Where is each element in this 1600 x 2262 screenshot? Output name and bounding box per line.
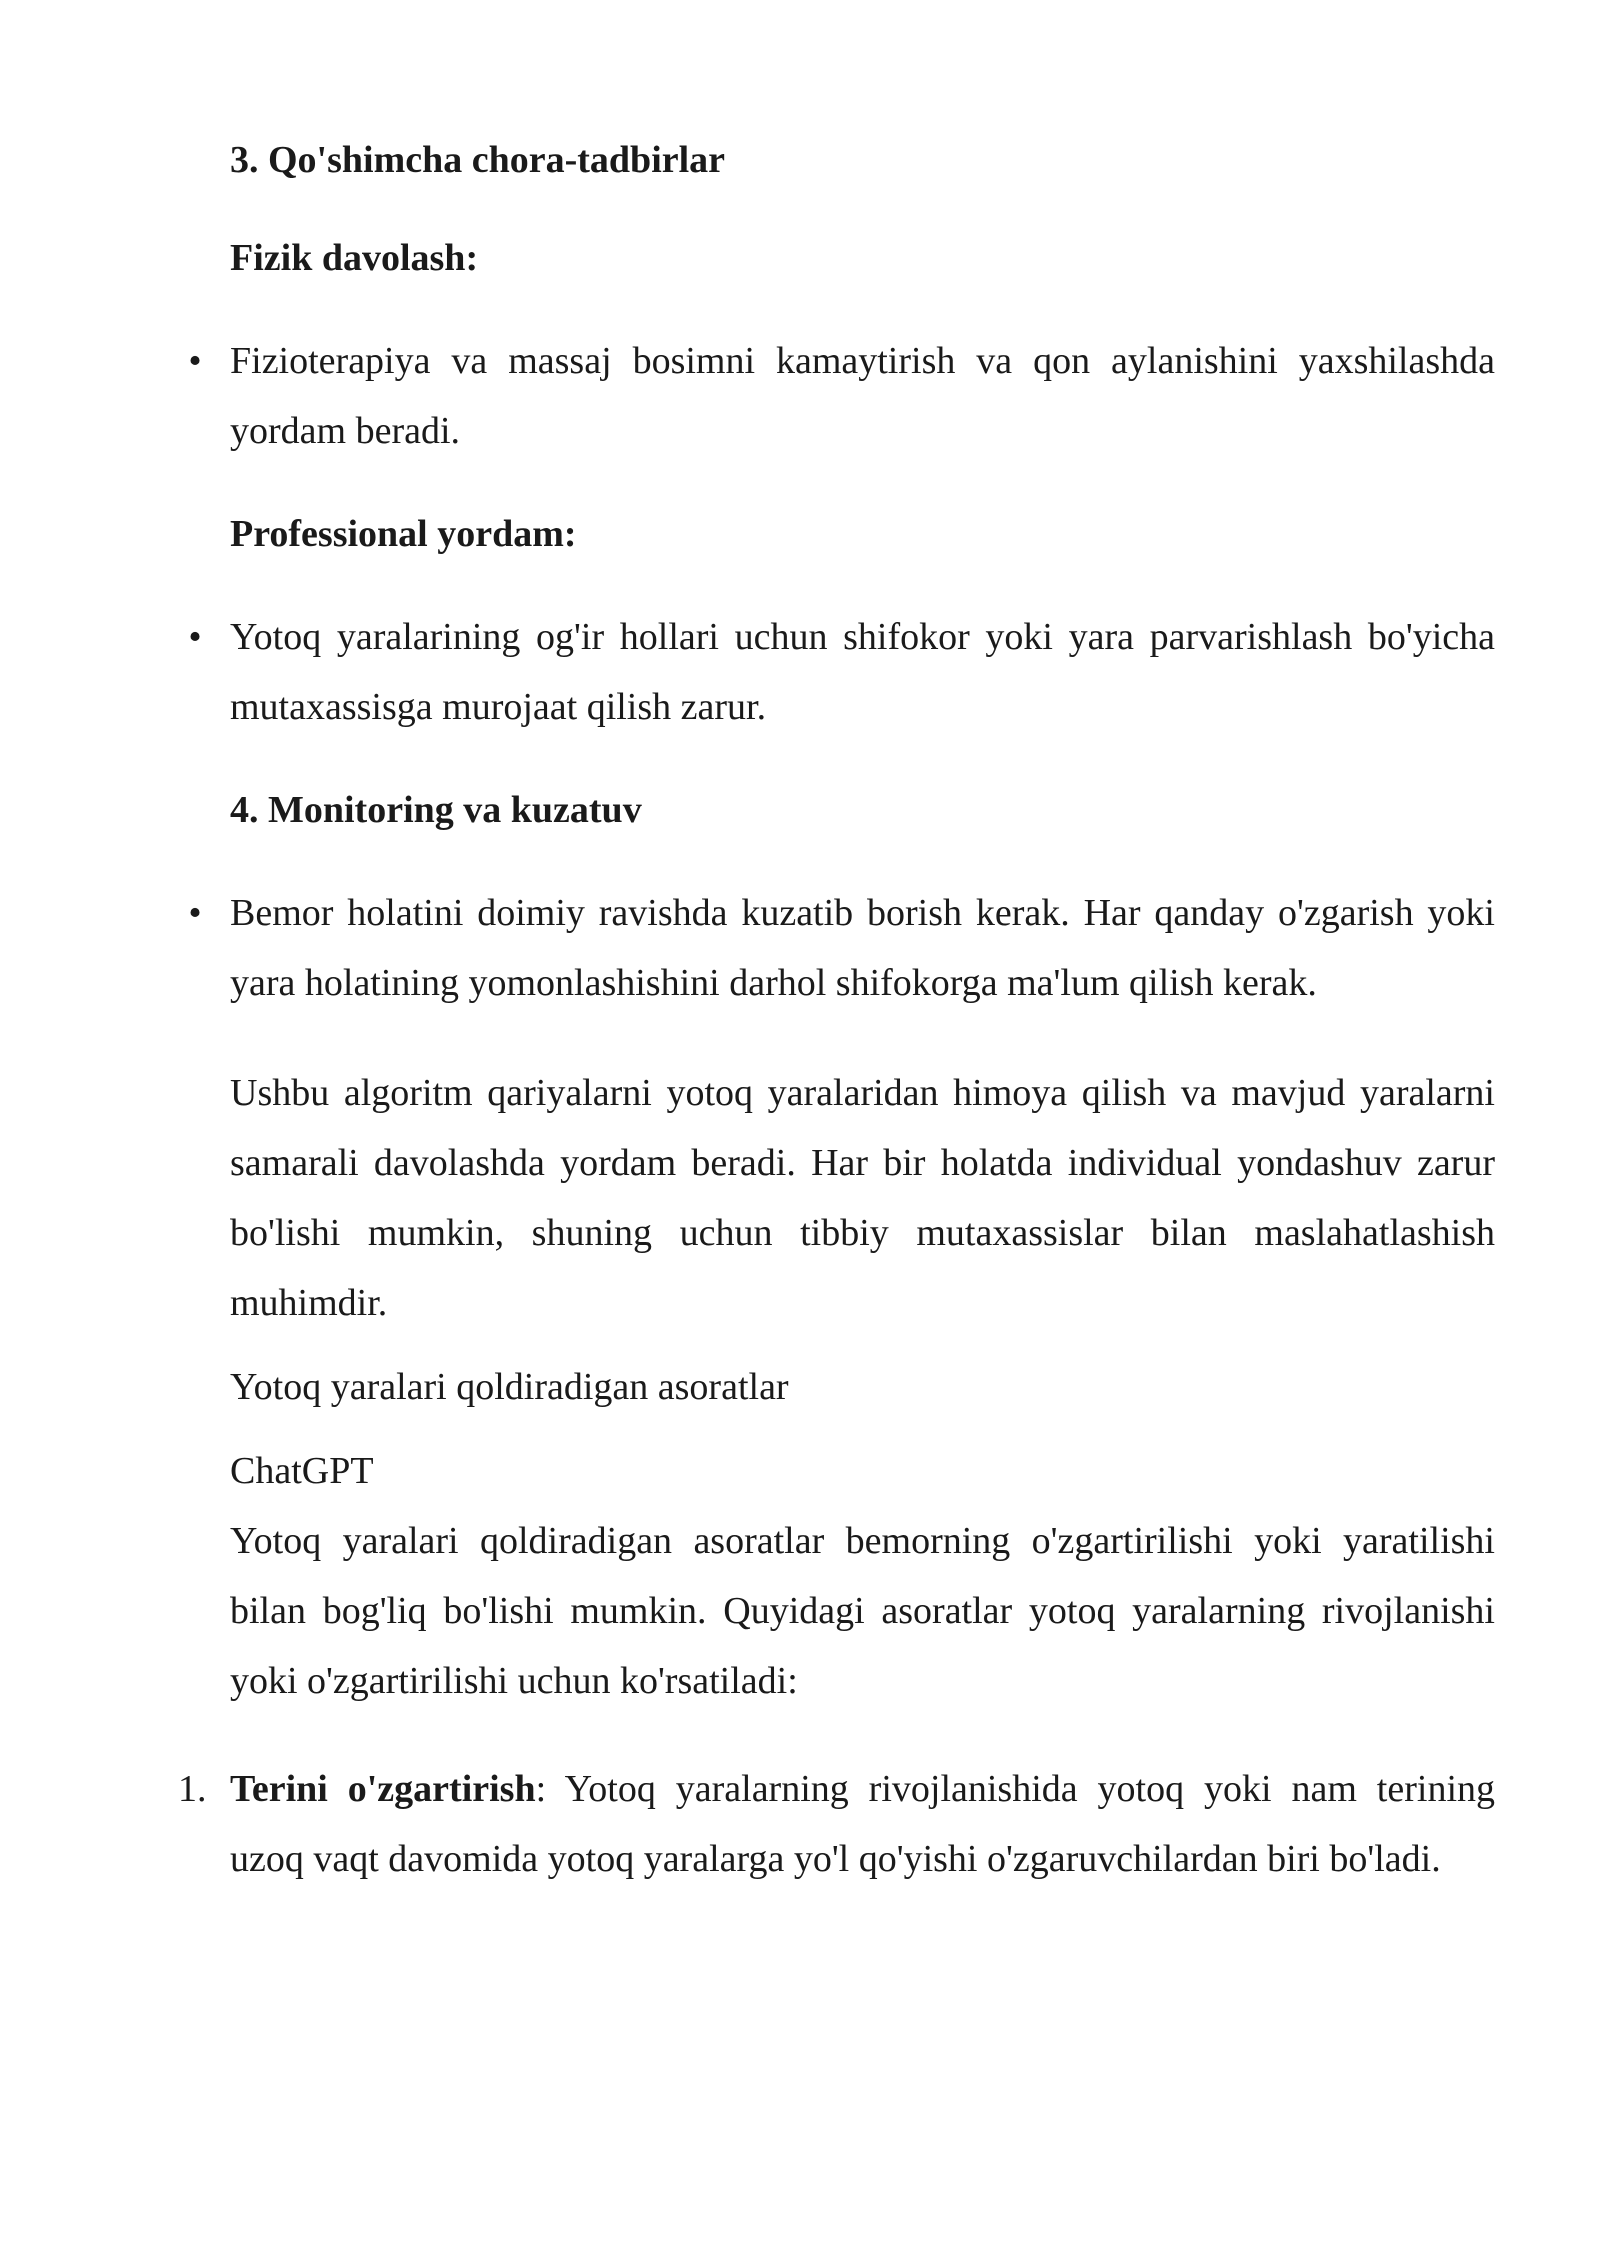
- question-line: Yotoq yaralari qoldiradigan asoratlar: [230, 1366, 789, 1408]
- document-content: [178, 130, 1495, 1894]
- bullet-marker: •: [188, 892, 202, 934]
- conclusion-paragraph: Ushbu algoritm qariyalarni yotoq yaralaridan himoya qilish va mavjud yaralarni samarali davolashda yordam beradi. Har bir holatda individual yondashuv zarur bo'lishi mumkin, shuning uchun tibbiy mutaxassislar bilan maslahatlashish muhimdir.: [230, 1072, 1495, 1324]
- bullet-item-monitoring: [188, 878, 1495, 1018]
- bullet-text: Bemor holatini doimiy ravishda kuzatib borish kerak. Har qanday o'zgarish yoki yara holatining yomonlashishini darhol shifokorga ma'lum qilish kerak.: [230, 892, 1495, 1004]
- bullet-text: Yotoq yaralarining og'ir hollari uchun shifokor yoki yara parvarishlash bo'yicha mutaxassisga murojaat qilish zarur.: [230, 616, 1495, 728]
- list-term: Terini o'zgartirish: [230, 1768, 536, 1810]
- answer-intro-paragraph: Yotoq yaralari qoldiradigan asoratlar bemorning o'zgartirilishi yoki yaratilishi bilan bog'liq bo'lishi mumkin. Quyidagi asoratlar yotoq yaralarning rivojlanishi yoki o'zgartirilishi uchun ko'rsatiladi:: [230, 1520, 1495, 1702]
- bullet-marker: •: [188, 616, 202, 658]
- list-text: : Yotoq yaralarning rivojlanishida yotoq yoki nam terining uzoq vaqt davomida yotoq yaralarga yo'l qo'yishi o'zgaruvchilardan biri bo'ladi.: [230, 1768, 1495, 1880]
- author-label: ChatGPT: [230, 1450, 374, 1492]
- numbered-item-1: [178, 1754, 1495, 1894]
- list-number: 1.: [178, 1768, 207, 1810]
- section-heading-4: 4. Monitoring va kuzatuv: [230, 789, 642, 831]
- bullet-marker: •: [188, 340, 202, 382]
- subheading-physical-therapy: Fizik davolash:: [230, 237, 479, 279]
- subheading-professional-help: Professional yordam:: [230, 513, 577, 555]
- bullet-item-physical-therapy: [188, 326, 1495, 466]
- bullet-text: Fizioterapiya va massaj bosimni kamaytirish va qon aylanishini yaxshilashda yordam beradi.: [230, 340, 1495, 452]
- section-heading-3: 3. Qo'shimcha chora-tadbirlar: [230, 139, 726, 181]
- bullet-item-professional-help: [188, 602, 1495, 742]
